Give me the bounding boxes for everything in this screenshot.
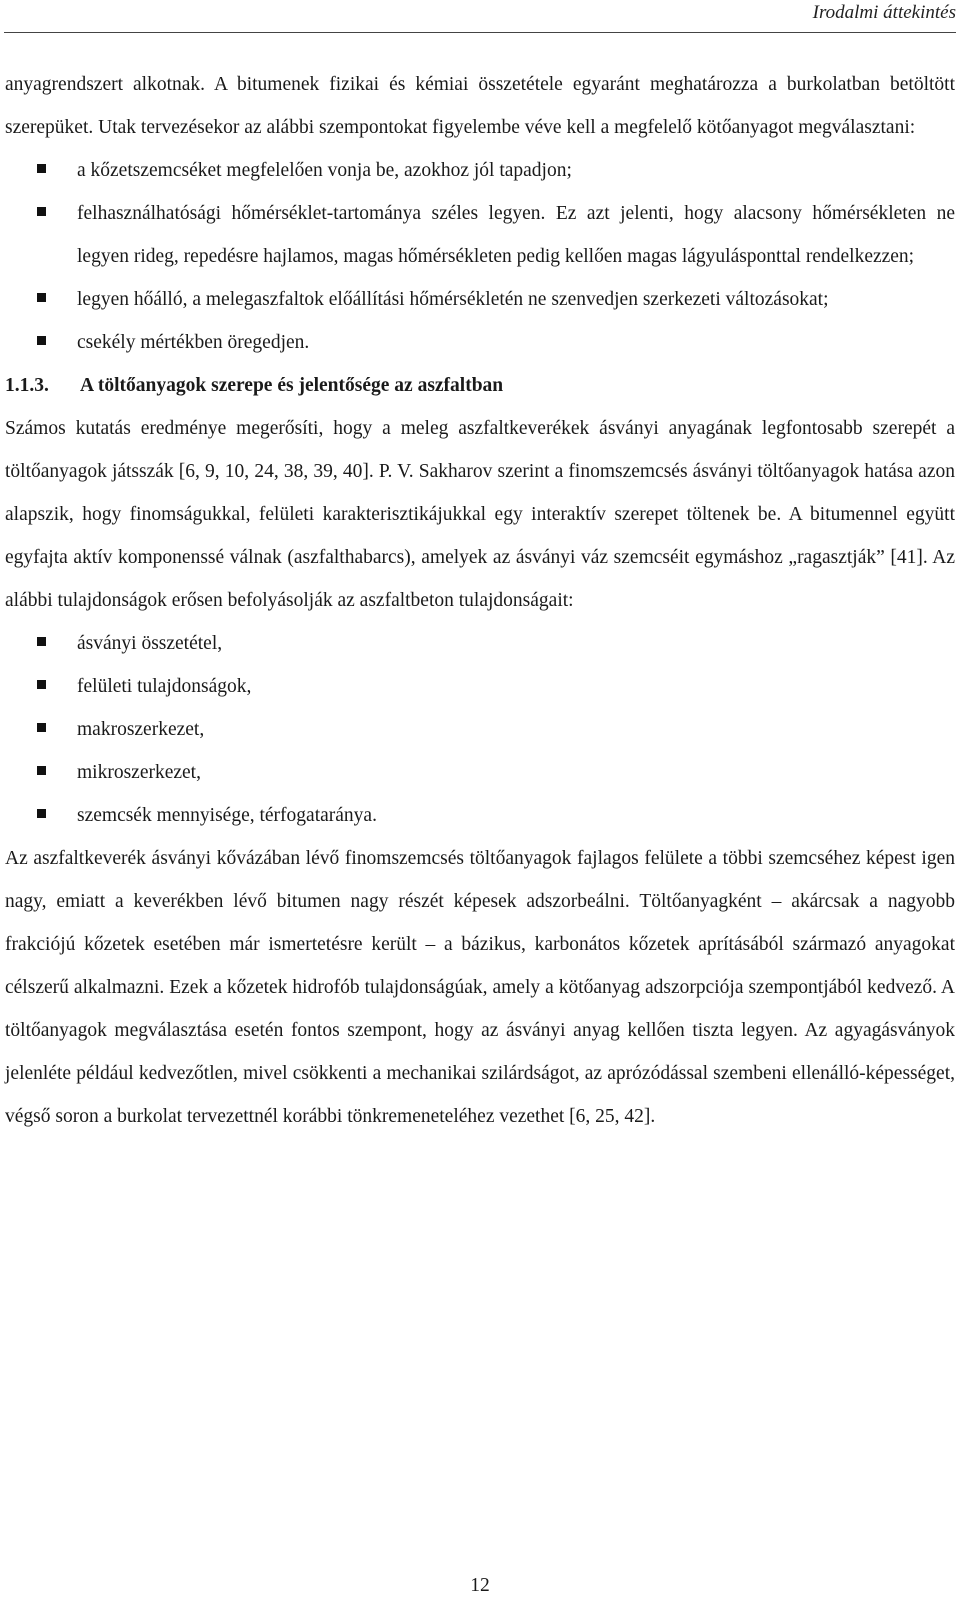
- square-bullet-icon: [37, 336, 46, 345]
- square-bullet-icon: [37, 766, 46, 775]
- paragraph-adsorption: Az aszfaltkeverék ásványi kővázában lévő finomszemcsés töltőanyagok fajlagos felülete a többi szemcséhez képest igen nagy, emiatt a keverékben lévő bitumen nagy részét képesek adszorbeálni. Töltőanyagként – akárcsak a nagyobb frakciójú kőzetek esetében már ismertetésre került – a bázikus, karbonátos kőzetek aprításából származó anyagokat célszerű alkalmazni. Ezek a kőzetek hidrofób tulajdonságúak, amely a kötőanyag adszorpciója szempontjából kedvező. A töltőanyagok megválasztása esetén fontos szempont, hogy az ásványi anyag kellően tiszta legyen. Az agyagásványok jelenléte például kedvezőtlen, mivel csökkenti a mechanikai szilárdságot, az aprózódással szembeni ellenálló-képességet, végső soron a burkolat tervezettnél korábbi tönkremeneteléhez vezethet [6, 25, 42].: [5, 848, 955, 1127]
- list-item: felhasználhatósági hőmérséklet-tartománya széles legyen. Ez azt jelenti, hogy alacsony hőmérsékleten ne legyen rideg, repedésre hajlamos, magas hőmérsékleten pedig kellően magas lágyulásponttal rendelkezzen;: [5, 192, 955, 278]
- list-item: ásványi összetétel,: [5, 622, 955, 665]
- list-item: mikroszerkezet,: [5, 751, 955, 794]
- filler-properties-list: [5, 622, 955, 837]
- list-item: szemcsék mennyisége, térfogataránya.: [5, 794, 955, 837]
- page-number: 12: [470, 1575, 490, 1596]
- list-item: a kőzetszemcséket megfelelően vonja be, azokhoz jól tapadjon;: [5, 149, 955, 192]
- list-item: csekély mértékben öregedjen.: [5, 321, 955, 364]
- square-bullet-icon: [37, 680, 46, 689]
- square-bullet-icon: [37, 207, 46, 216]
- running-header: Irodalmi áttekintés: [812, 2, 956, 23]
- list-item: legyen hőálló, a melegaszfaltok előállítási hőmérsékletén ne szenvedjen szerkezeti változásokat;: [5, 278, 955, 321]
- square-bullet-icon: [37, 809, 46, 818]
- paragraph-intro: anyagrendszert alkotnak. A bitumenek fizikai és kémiai összetétele egyaránt meghatározza a burkolatban betöltött szerepüket. Utak tervezésekor az alábbi szempontokat figyelembe véve kell a megfelelő kötőanyagot megválasztani:: [5, 74, 955, 138]
- section-title: A töltőanyagok szerepe és jelentősége az aszfaltban: [80, 375, 504, 396]
- paragraph-fillers: Számos kutatás eredménye megerősíti, hogy a meleg aszfaltkeverékek ásványi anyagának legfontosabb szerepét a töltőanyagok játsszák [6, 9, 10, 24, 38, 39, 40]. P. V. Sakharov szerint a finomszemcsés ásványi töltőanyagok hatása azon alapszik, hogy finomságukkal, felületi karakterisztikájukkal egy interaktív szerepet töltenek be. A bitumennel együtt egyfajta aktív komponenssé válnak (aszfalthabarcs), amelyek az ásványi váz szemcséit egymáshoz „ragasztják” [41]. Az alábbi tulajdonságok erősen befolyásolják az aszfaltbeton tulajdonságait:: [5, 418, 955, 611]
- square-bullet-icon: [37, 293, 46, 302]
- square-bullet-icon: [37, 637, 46, 646]
- list-item: makroszerkezet,: [5, 708, 955, 751]
- binder-requirements-list: [5, 149, 955, 364]
- list-item: felületi tulajdonságok,: [5, 665, 955, 708]
- section-number: 1.1.3.: [5, 375, 49, 396]
- square-bullet-icon: [37, 723, 46, 732]
- body-text: [5, 63, 955, 1138]
- header-rule: [4, 32, 956, 33]
- square-bullet-icon: [37, 164, 46, 173]
- section-heading: [5, 364, 955, 407]
